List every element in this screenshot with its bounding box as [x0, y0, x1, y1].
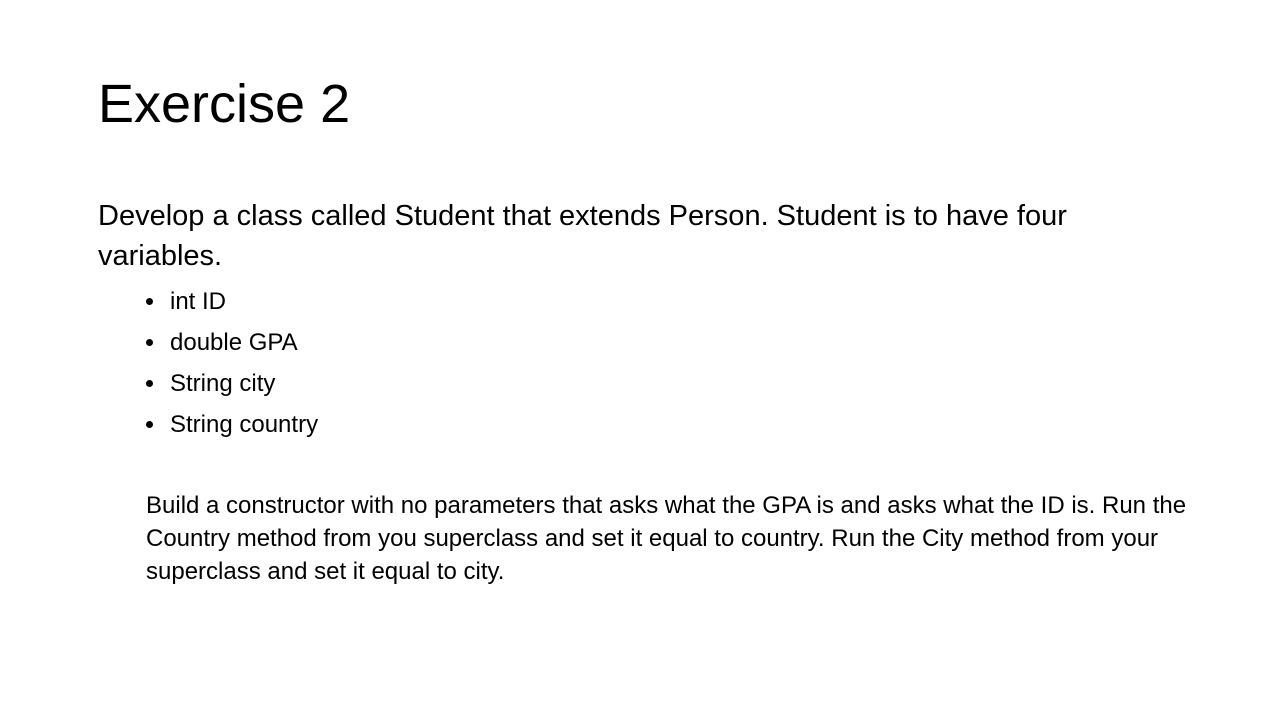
list-item-label: double GPA	[170, 329, 298, 356]
detail-paragraph: Build a constructor with no parameters that asks what the GPA is and asks what the ID is. Run the Country method from you superclass and set it equal to country. Run the City method from your superclass and set it equal to city.	[146, 492, 1187, 585]
variable-list	[146, 281, 318, 445]
list-item	[146, 322, 318, 363]
bullet-icon	[146, 421, 153, 428]
list-item	[146, 281, 318, 322]
bullet-icon	[146, 380, 153, 387]
list-item-label: int ID	[170, 288, 227, 315]
slide-title: Exercise 2	[98, 74, 351, 134]
list-item-label: String country	[170, 411, 319, 438]
list-item	[146, 363, 318, 404]
list-item	[146, 404, 318, 445]
bullet-icon	[146, 339, 153, 346]
list-item-label: String city	[170, 370, 276, 397]
bullet-icon	[146, 298, 153, 305]
intro-paragraph: Develop a class called Student that extends Person. Student is to have four variables.	[98, 200, 1067, 272]
